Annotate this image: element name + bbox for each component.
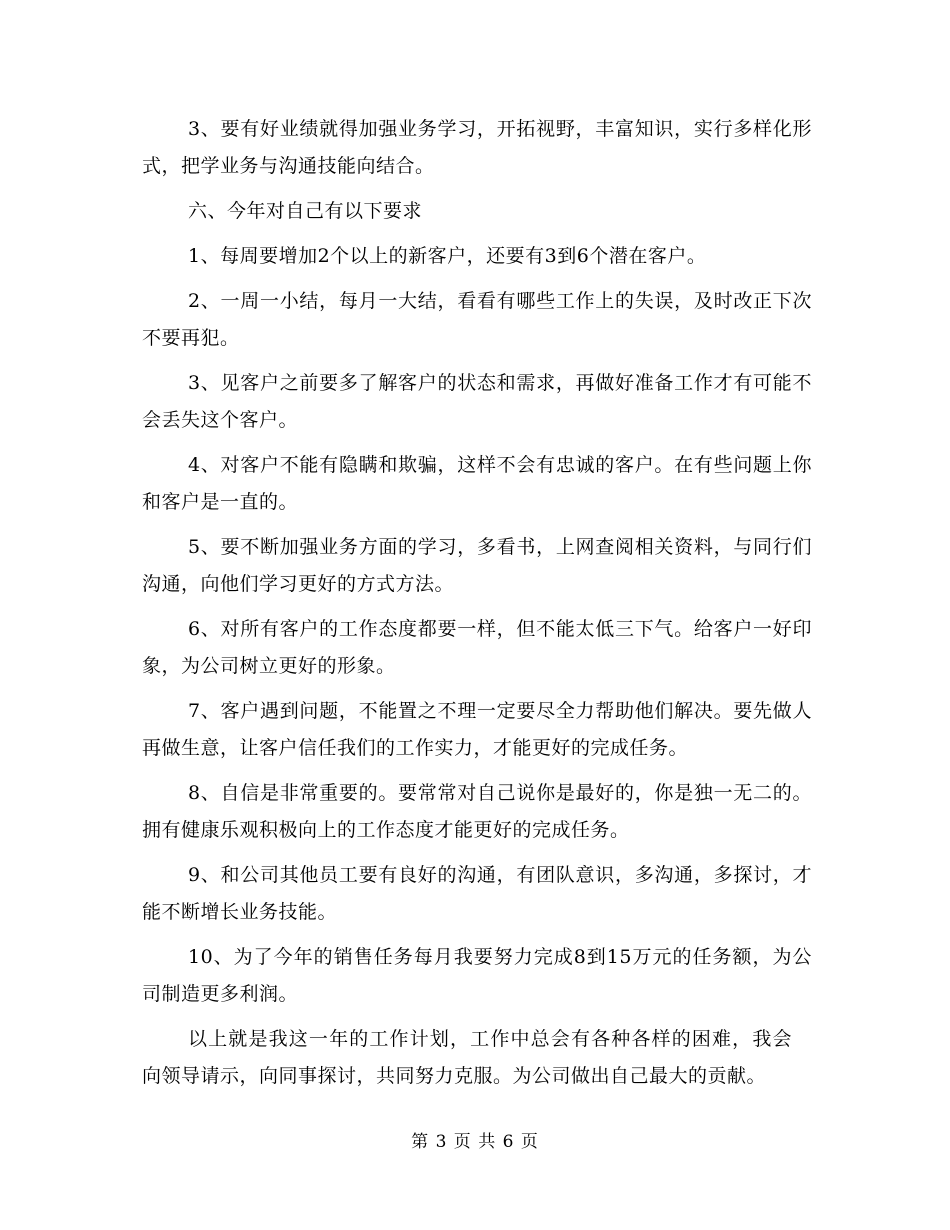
page-number-footer: 第 3 页 共 6 页 [411,1132,539,1152]
section-heading-requirements: 六、今年对自己有以下要求 [188,200,423,222]
closing-paragraph: 以上就是我这一年的工作计划，工作中总会有各种各样的困难，我会向领导请示，向同事探讨，共同努力克服。为公司做出自己最大的贡献。 [142,1028,792,1087]
requirement-item-7: 7、客户遇到问题，不能置之不理一定要尽全力帮助他们解决。要先做人再做生意，让客户信任我们的工作实力，才能更好的完成任务。 [142,700,812,759]
requirement-item-3: 3、见客户之前要多了解客户的状态和需求，再做好准备工作才有可能不会丢失这个客户。 [142,372,812,431]
requirement-item-10: 10、为了今年的销售任务每月我要努力完成8到15万元的任务额，为公司制造更多利润。 [142,946,812,1005]
requirement-item-9: 9、和公司其他员工要有良好的沟通，有团队意识，多沟通，多探讨，才能不断增长业务技能。 [142,864,812,923]
requirement-item-4: 4、对客户不能有隐瞒和欺骗，这样不会有忠诚的客户。在有些问题上你和客户是一直的。 [142,454,812,513]
paragraph-item-3-learning: 3、要有好业绩就得加强业务学习，开拓视野，丰富知识，实行多样化形式，把学业务与沟通技能向结合。 [142,118,812,177]
requirement-item-6: 6、对所有客户的工作态度都要一样，但不能太低三下气。给客户一好印象，为公司树立更好的形象。 [142,618,812,677]
requirement-item-8: 8、自信是非常重要的。要常常对自己说你是最好的，你是独一无二的。拥有健康乐观积极向上的工作态度才能更好的完成任务。 [142,782,812,841]
requirement-item-1: 1、每周要增加2个以上的新客户，还要有3到6个潜在客户。 [188,245,707,267]
requirement-item-2: 2、一周一小结，每月一大结，看看有哪些工作上的失误，及时改正下次不要再犯。 [142,290,812,349]
requirement-item-5: 5、要不断加强业务方面的学习，多看书，上网查阅相关资料，与同行们沟通，向他们学习更好的方式方法。 [142,536,812,595]
document-body [142,111,812,1103]
